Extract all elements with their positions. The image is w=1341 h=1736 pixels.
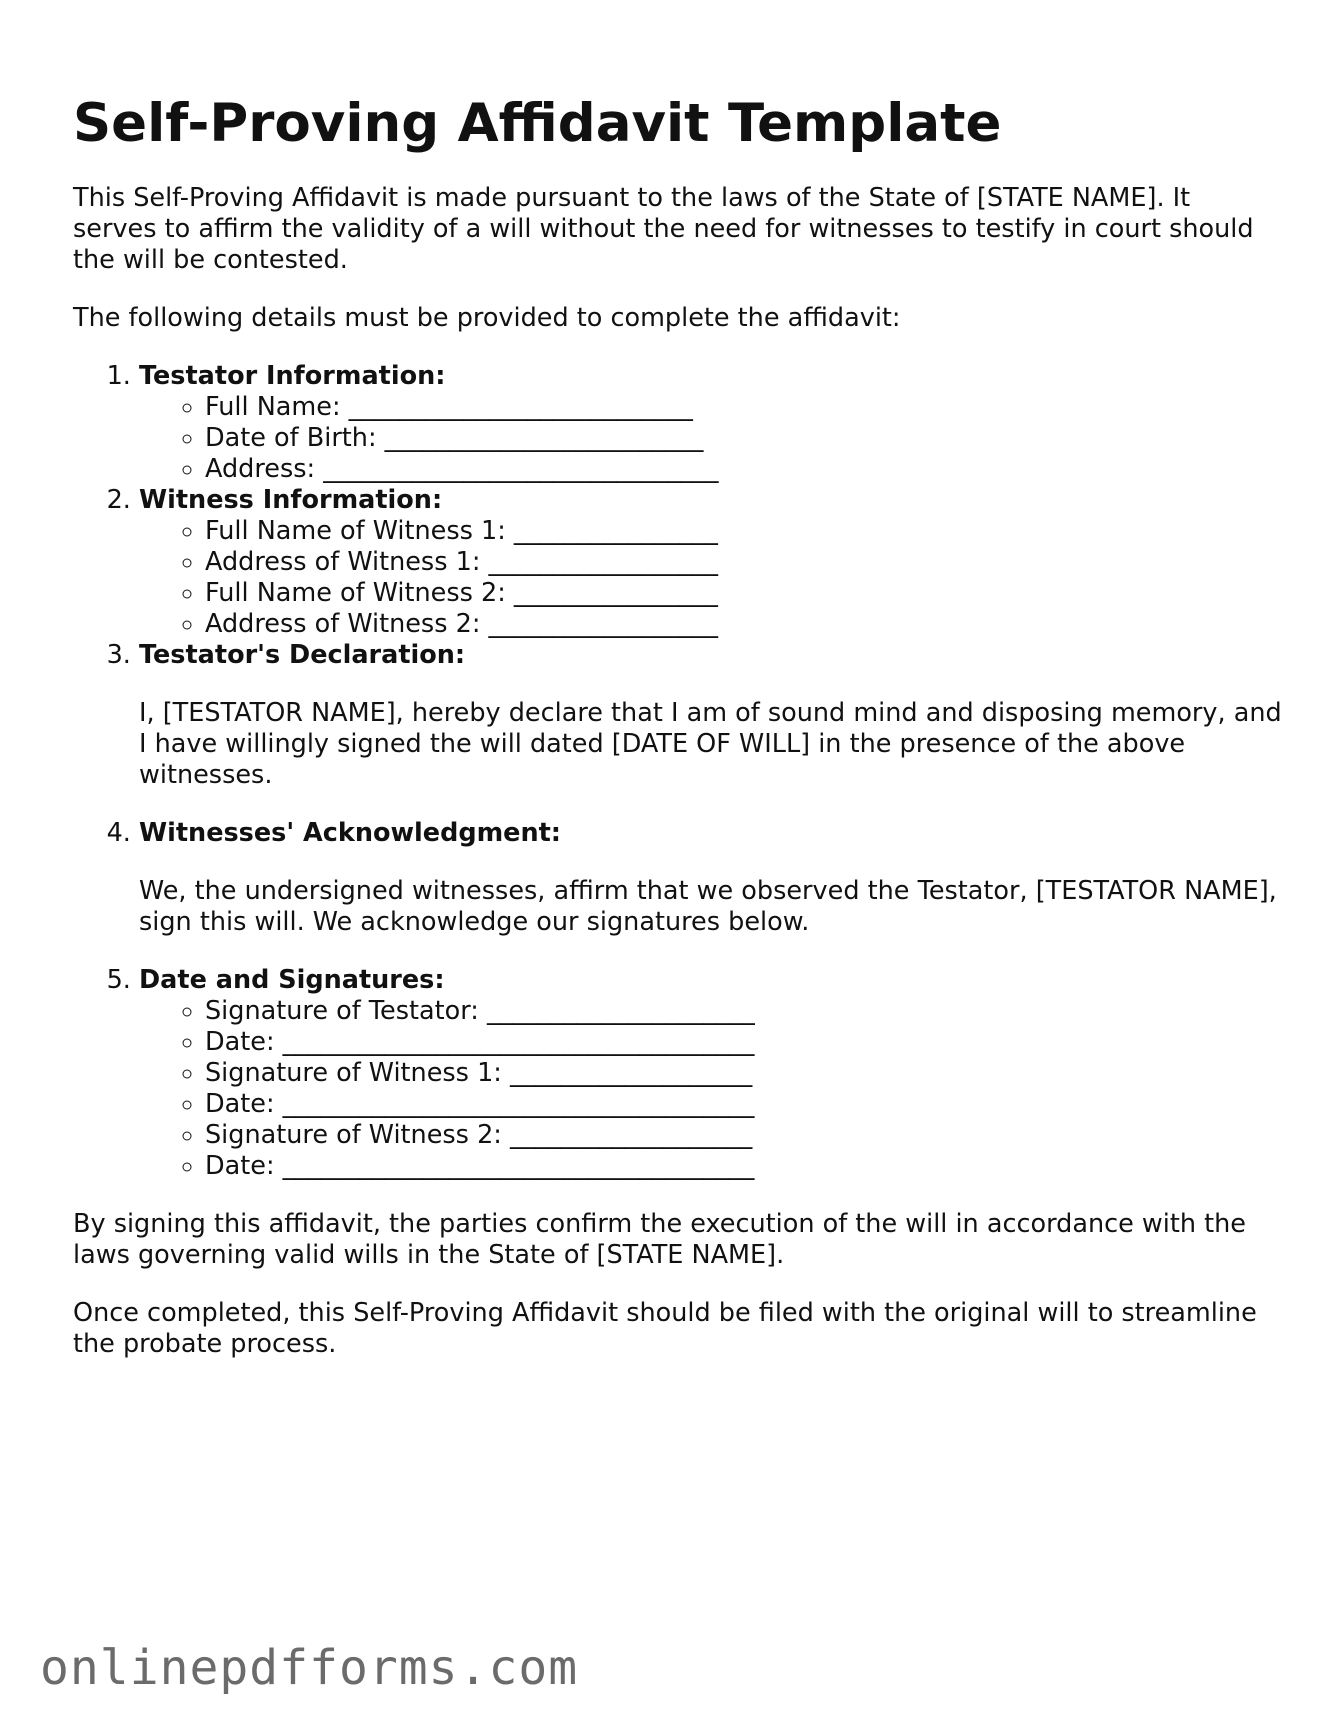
field-list (139, 996, 1273, 1182)
field-testator-signature: ◦ Signature of Testator: _____________________ (205, 996, 1273, 1027)
field-witness1-name: ◦ Full Name of Witness 1: ________________ (205, 516, 1273, 547)
section-title: Witnesses' Acknowledgment: (139, 818, 562, 848)
field-full-name: ◦ Full Name: ___________________________ (205, 392, 1273, 423)
section-testator-information (139, 361, 1273, 485)
section-date-and-signatures (139, 965, 1273, 1182)
field-date: ◦ Date: _____________________________________ (205, 1027, 1273, 1058)
field-date-of-birth: ◦ Date of Birth: _________________________ (205, 423, 1273, 454)
field-witness2-signature: ◦ Signature of Witness 2: ___________________ (205, 1120, 1273, 1151)
section-witness-information (139, 485, 1273, 640)
field-list (139, 392, 1273, 485)
section-list (73, 361, 1282, 1182)
section-title: Date and Signatures: (139, 965, 445, 995)
section-title: Testator's Declaration: (139, 640, 466, 670)
field-witness2-address: ◦ Address of Witness 2: __________________ (205, 609, 1273, 640)
details-lead: The following details must be provided to complete the affidavit: (73, 303, 901, 333)
field-address: ◦ Address: _______________________________ (205, 454, 1273, 485)
field-date: ◦ Date: _____________________________________ (205, 1089, 1273, 1120)
document-page (73, 92, 1282, 1360)
closing-paragraph: By signing this affidavit, the parties confirm the execution of the will in accordance with the laws governing valid wills in the State of [STATE NAME]. (73, 1209, 1246, 1270)
section-title: Testator Information: (139, 361, 446, 391)
acknowledgment-text: We, the undersigned witnesses, affirm that we observed the Testator, [TESTATOR NAME], sign this will. We acknowledge our signatures below. (139, 876, 1277, 937)
field-witness1-address: ◦ Address of Witness 1: __________________ (205, 547, 1273, 578)
watermark-logo: onlinepdfforms.com (40, 1640, 579, 1696)
section-testator-declaration (139, 640, 1282, 791)
section-witnesses-acknowledgment (139, 818, 1277, 938)
document-title: Self-Proving Affidavit Template (73, 93, 1002, 154)
section-title: Witness Information: (139, 485, 443, 515)
field-date: ◦ Date: _____________________________________ (205, 1151, 1273, 1182)
filing-note: Once completed, this Self-Proving Affidavit should be filed with the original will to streamline the probate process. (73, 1298, 1257, 1359)
intro-paragraph: This Self-Proving Affidavit is made pursuant to the laws of the State of [STATE NAME]. It serves to affirm the validity of a will without the need for witnesses to testify in court should the will be contested. (73, 183, 1254, 275)
field-witness1-signature: ◦ Signature of Witness 1: ___________________ (205, 1058, 1273, 1089)
declaration-text: I, [TESTATOR NAME], hereby declare that I am of sound mind and disposing memory, and I have willingly signed the will dated [DATE OF WILL] in the presence of the above witnesses. (139, 698, 1282, 790)
field-list (139, 516, 1273, 640)
field-witness2-name: ◦ Full Name of Witness 2: ________________ (205, 578, 1273, 609)
